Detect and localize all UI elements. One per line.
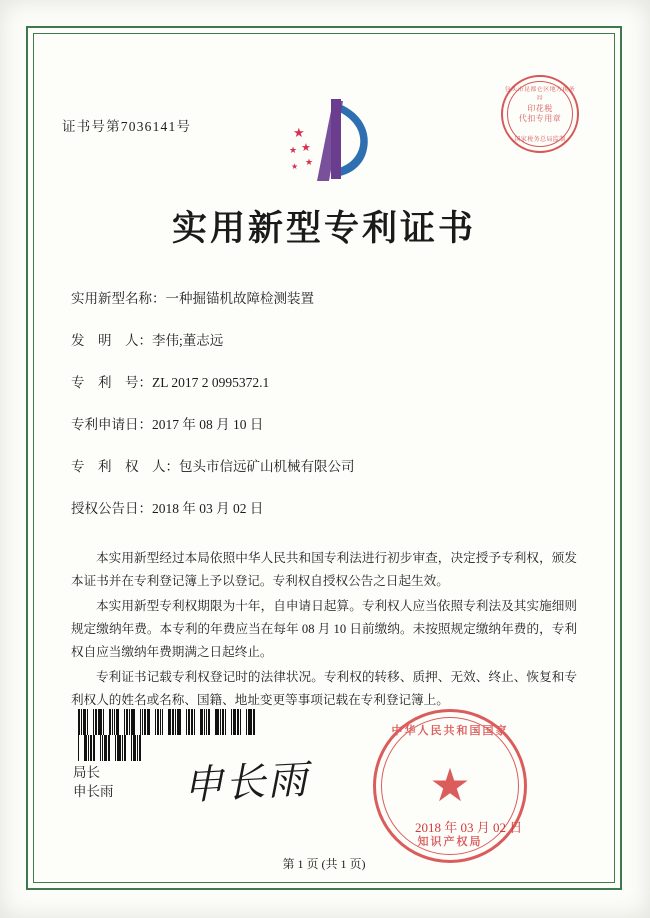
- field-value-name: 一种掘锚机故障检测装置: [165, 291, 314, 306]
- svg-text:★: ★: [289, 145, 298, 155]
- field-label-grant-date: 授权公告日：: [71, 501, 152, 516]
- field-value-grant-date: 2018 年 03 月 02 日: [152, 501, 264, 516]
- field-list: [71, 289, 581, 541]
- legal-paragraph-3: 专利证书记载专利权登记时的法律状况。专利权的转移、质押、无效、终止、恢复和专利权人的姓名或名称、国籍、地址变更等事项记载在专利登记簿上。: [71, 670, 577, 707]
- field-row-name: [71, 289, 581, 309]
- seal-date: 2018 年 03 月 02 日: [415, 820, 523, 835]
- field-label-patent-number: 专 利 号：: [71, 375, 152, 390]
- national-seal-top-text: 中华人民共和国国家: [391, 725, 509, 737]
- director-block: [73, 763, 114, 801]
- field-value-patent-number: ZL 2017 2 0995372.1: [152, 375, 270, 390]
- director-signature: 申长雨: [182, 756, 311, 810]
- field-row-grant-date: [71, 499, 581, 519]
- svg-text:★: ★: [305, 157, 314, 167]
- tax-stamp-bottom-text: 国家税务总局监制: [514, 137, 566, 143]
- legal-paragraph-2: 本实用新型专利权期限为十年，自申请日起算。专利权人应当依照专利法及其实施细则规定缴纳年费。本专利的年费应当在每年 08 月 10 日前缴纳。未按照规定缴纳年费的，专利权自应当缴纳年费期满之日起终止。: [71, 599, 577, 659]
- page-title: 实用新型专利证书: [171, 208, 476, 249]
- field-value-inventor: 李伟;董志远: [152, 333, 224, 348]
- field-value-patentee: 包头市信远矿山机械有限公司: [179, 459, 355, 474]
- page-footer: 第 1 页 (共 1 页): [282, 857, 366, 871]
- field-row-patent-number: [71, 373, 581, 393]
- national-seal-star-icon: ★: [429, 760, 471, 811]
- field-value-application-date: 2017 年 08 月 10 日: [152, 417, 264, 432]
- field-row-patentee: [71, 457, 581, 477]
- tax-stamp-seal: [501, 75, 579, 153]
- field-label-name: 实用新型名称：: [71, 291, 166, 306]
- field-label-application-date: 专利申请日：: [71, 417, 152, 432]
- tax-stamp-arc-text: 包头市昆都仑区地方税务局: [504, 87, 576, 102]
- field-row-inventor: [71, 331, 581, 351]
- svg-text:★: ★: [301, 142, 311, 154]
- svg-text:★: ★: [293, 125, 305, 140]
- svg-text:★: ★: [291, 162, 299, 171]
- national-seal-bottom-text: 知识产权局: [417, 836, 483, 848]
- cnipa-logo-icon: [271, 89, 391, 189]
- tax-stamp-middle-text: 印花税 代扣专用章: [518, 104, 562, 123]
- certificate-number: 证书号第7036141号: [62, 119, 192, 134]
- director-title-label: 局长: [73, 765, 100, 780]
- director-name: 申长雨: [73, 784, 114, 799]
- legal-paragraph-1: 本实用新型经过本局依照中华人民共和国专利法进行初步审查，决定授予专利权，颁发本证书并在专利登记簿上予以登记。专利权自授权公告之日起生效。: [71, 551, 577, 588]
- barcode: [78, 709, 256, 735]
- field-label-inventor: 发 明 人：: [71, 333, 152, 348]
- field-label-patentee: 专 利 权 人：: [71, 459, 179, 474]
- field-row-application-date: [71, 415, 581, 435]
- national-office-seal: [373, 709, 527, 863]
- legal-text-block: [71, 547, 577, 714]
- certificate-content: [33, 33, 615, 883]
